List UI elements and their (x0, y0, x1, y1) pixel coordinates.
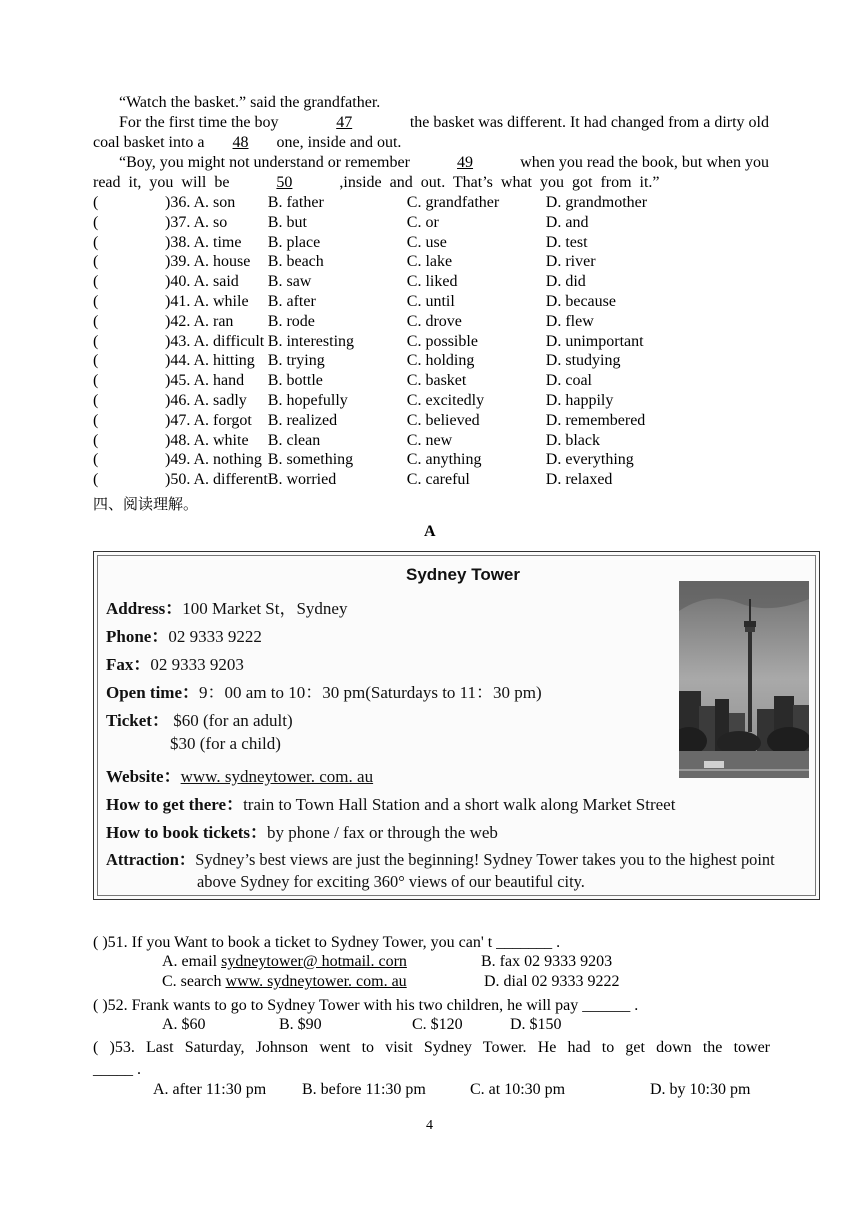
ad-label: Address： (106, 599, 183, 618)
passage-text: one, inside and out. (276, 134, 402, 151)
option-b[interactable]: B. father (267, 194, 324, 211)
answer-paren: ( (93, 391, 99, 409)
option-c[interactable]: C. liked (406, 273, 458, 291)
option-b[interactable]: B. bottle (267, 372, 323, 390)
cloze-options-table (93, 193, 686, 490)
cloze-question-row (93, 312, 686, 332)
ad-value: Sydney’s best views are just the beginning! Sydney Tower takes you to the highest point (195, 850, 775, 869)
answer-paren: ( (93, 372, 99, 390)
option-d[interactable]: D. and (545, 213, 589, 231)
ad-value: by phone / fax or through the web (267, 823, 498, 842)
ad-fax (106, 650, 244, 675)
question-53: ( )53. Last Saturday, Johnson went to visit Sydney Tower. He had to get down the tower (93, 1039, 770, 1056)
ad-title: Sydney Tower (406, 565, 520, 584)
passage-text: For the first time the boy (119, 114, 279, 131)
cloze-question-row (93, 292, 686, 312)
question-number-option-a[interactable]: )39. A. house (165, 253, 251, 271)
ad-address (106, 594, 347, 619)
option-c[interactable]: C. holding (406, 352, 475, 370)
option-d[interactable]: D. because (545, 292, 616, 310)
ad-phone (106, 622, 262, 647)
option-c[interactable]: C. possible (406, 332, 478, 350)
sydney-tower-ad (93, 551, 820, 900)
email-link[interactable]: sydneytower@ hotmail. corn (221, 953, 407, 970)
option-b[interactable]: B. but (267, 213, 307, 231)
option-b[interactable]: B. place (267, 233, 321, 251)
ad-value: 100 Market St，Sydney (182, 599, 348, 618)
q53-option-b[interactable]: B. before 11:30 pm (302, 1081, 426, 1098)
passage-text: when you read the book, but when you (520, 154, 769, 171)
passage-line-4 (119, 153, 769, 173)
question-number-option-a[interactable]: )40. A. said (165, 273, 239, 291)
answer-paren: ( (93, 411, 99, 429)
question-number-option-a[interactable]: )44. A. hitting (165, 352, 255, 370)
option-b[interactable]: B. interesting (267, 332, 355, 350)
answer-paren: ( (93, 352, 99, 370)
option-c[interactable]: C. lake (406, 253, 453, 271)
answer-paren: ( (93, 312, 99, 330)
ad-ticket (106, 706, 293, 731)
cloze-question-row (93, 411, 686, 431)
question-number-option-a[interactable]: )46. A. sadly (165, 391, 247, 409)
passage-text: read it, you will be (93, 174, 230, 191)
option-c[interactable]: C. use (406, 233, 447, 251)
option-d[interactable]: D. test (545, 233, 588, 251)
option-c[interactable]: C. grandfather (406, 194, 500, 211)
cloze-question-row (93, 193, 686, 213)
answer-paren: ( (93, 233, 99, 251)
option-d[interactable]: D. happily (545, 391, 614, 409)
cloze-question-row (93, 252, 686, 272)
answer-paren: ( (93, 471, 99, 489)
ad-open-time (106, 678, 542, 703)
q52-option-b[interactable]: B. $90 (279, 1016, 322, 1033)
cloze-question-row (93, 332, 686, 352)
option-b[interactable]: B. after (267, 292, 316, 310)
q53-option-d[interactable]: D. by 10:30 pm (650, 1081, 751, 1098)
passage-line-5 (93, 173, 769, 193)
answer-paren: ( (93, 194, 99, 211)
q51-option-c[interactable] (162, 973, 407, 991)
question-number-option-a[interactable]: )49. A. nothing (165, 451, 262, 469)
ad-value: 02 9333 9203 (150, 655, 244, 674)
ad-label: Attraction： (106, 850, 196, 869)
question-52: ( )52. Frank wants to go to Sydney Tower with his two children, he will pay ______ . (93, 997, 639, 1014)
q52-option-d[interactable]: D. $150 (510, 1016, 562, 1033)
option-d[interactable]: D. everything (545, 451, 634, 469)
q51-option-b[interactable]: B. fax 02 9333 9203 (481, 953, 613, 970)
ad-book-tickets (106, 818, 498, 843)
ad-website (106, 762, 373, 787)
option-b[interactable]: B. hopefully (267, 391, 348, 409)
question-number-option-a[interactable]: )41. A. while (165, 292, 249, 310)
option-text: A. email (162, 953, 222, 970)
question-number-option-a[interactable]: )43. A. difficult (165, 332, 265, 350)
question-number-option-a[interactable]: )36. A. son (165, 194, 236, 211)
blank-48: 48 (232, 134, 249, 151)
ad-value: 9：00 am to 10：30 pm(Saturdays to 11：30 pm) (199, 683, 542, 702)
cloze-question-row (93, 431, 686, 451)
q53-option-a[interactable]: A. after 11:30 pm (153, 1081, 267, 1098)
passage-letter: A (424, 523, 436, 540)
answer-paren: ( (93, 451, 99, 469)
q52-option-c[interactable]: C. $120 (412, 1016, 463, 1033)
option-d[interactable]: D. flew (545, 312, 594, 330)
cloze-question-row (93, 391, 686, 411)
passage-text: coal basket into a (93, 134, 205, 151)
option-d[interactable]: D. black (545, 431, 600, 449)
ad-value: 02 9333 9222 (168, 627, 262, 646)
ad-attraction-2: above Sydney for exciting 360° views of our beautiful city. (197, 872, 585, 891)
cloze-question-row (93, 470, 686, 490)
option-d[interactable]: D. river (545, 253, 596, 271)
ad-ticket-child: $30 (for a child) (170, 734, 281, 753)
q51-option-d[interactable]: D. dial 02 9333 9222 (484, 973, 620, 990)
question-number-option-a[interactable]: )50. A. different (165, 471, 268, 489)
option-b[interactable]: B. rode (267, 312, 315, 330)
website-link[interactable]: www. sydneytower. com. au (180, 767, 374, 786)
q52-option-a[interactable]: A. $60 (162, 1016, 206, 1033)
passage-line-2 (119, 113, 769, 133)
question-number-option-a[interactable]: )38. A. time (165, 233, 242, 251)
option-c[interactable]: C. excitedly (406, 391, 485, 409)
answer-paren: ( (93, 431, 99, 449)
ad-label: How to book tickets： (106, 823, 268, 842)
question-number-option-a[interactable]: )48. A. white (165, 431, 249, 449)
ad-get-there (106, 790, 675, 815)
option-b[interactable]: B. something (267, 451, 354, 469)
cloze-question-row (93, 233, 686, 253)
option-d[interactable]: D. grandmother (545, 194, 648, 211)
option-c[interactable]: C. careful (406, 471, 470, 489)
ad-label: Ticket： (106, 711, 169, 730)
option-b[interactable]: B. worried (267, 471, 337, 489)
cloze-question-row (93, 213, 686, 233)
passage-text: ,inside and out. That’s what you got from it.” (339, 174, 660, 191)
blank-50: 50 (276, 174, 293, 191)
answer-paren: ( (93, 292, 99, 310)
question-51: ( )51. If you Want to book a ticket to Sydney Tower, you can' t _______ . (93, 934, 561, 951)
option-c[interactable]: C. or (406, 213, 439, 231)
option-b[interactable]: B. realized (267, 411, 338, 429)
option-c[interactable]: C. anything (406, 451, 482, 469)
passage-text: the basket was different. It had changed from a dirty old (409, 114, 769, 131)
option-d[interactable]: D. coal (545, 372, 592, 390)
ad-value: train to Town Hall Station and a short walk along Market Street (243, 795, 676, 814)
option-d[interactable]: D. studying (545, 352, 621, 370)
passage-line-1: “Watch the basket.” said the grandfather. (119, 94, 381, 111)
website-link[interactable]: www. sydneytower. com. au (225, 973, 407, 990)
question-number-option-a[interactable]: )47. A. forgot (165, 411, 252, 429)
option-c[interactable]: C. drove (406, 312, 462, 330)
q51-option-a[interactable] (162, 953, 407, 971)
option-text: C. search (162, 973, 226, 990)
option-b[interactable]: B. clean (267, 431, 321, 449)
question-53-blank: _____ . (93, 1061, 141, 1078)
section-heading: 四、阅读理解。 (93, 495, 199, 513)
cloze-question-row (93, 351, 686, 371)
option-d[interactable]: D. did (545, 273, 586, 291)
option-d[interactable]: D. unimportant (545, 332, 644, 350)
ad-label: Open time： (106, 683, 200, 702)
option-c[interactable]: C. basket (406, 372, 467, 390)
passage-text: “Boy, you might not understand or remember (119, 154, 410, 171)
sydney-tower-photo (679, 581, 809, 778)
option-b[interactable]: B. saw (267, 273, 312, 291)
option-b[interactable]: B. beach (267, 253, 324, 271)
ad-label: Fax： (106, 655, 151, 674)
answer-paren: ( (93, 273, 99, 291)
option-d[interactable]: D. remembered (545, 411, 646, 429)
ad-value: $60 (for an adult) (173, 711, 293, 730)
cloze-question-row (93, 371, 686, 391)
option-c[interactable]: C. until (406, 292, 455, 310)
page-number: 4 (426, 1118, 433, 1133)
answer-paren: ( (93, 213, 99, 231)
answer-paren: ( (93, 253, 99, 271)
question-number-option-a[interactable]: )42. A. ran (165, 312, 234, 330)
ad-label: How to get there： (106, 795, 244, 814)
option-c[interactable]: C. new (406, 431, 453, 449)
option-c[interactable]: C. believed (406, 411, 480, 429)
cloze-question-row (93, 272, 686, 292)
ad-attraction (106, 846, 775, 870)
blank-47: 47 (336, 114, 353, 131)
cloze-question-row (93, 450, 686, 470)
option-d[interactable]: D. relaxed (545, 471, 613, 489)
ad-label: Website： (106, 767, 181, 786)
answer-paren: ( (93, 332, 99, 350)
passage-line-3 (93, 133, 769, 153)
blank-49: 49 (457, 154, 474, 171)
question-number-option-a[interactable]: )37. A. so (165, 213, 228, 231)
ad-label: Phone： (106, 627, 169, 646)
q53-option-c[interactable]: C. at 10:30 pm (470, 1081, 566, 1098)
question-number-option-a[interactable]: )45. A. hand (165, 372, 245, 390)
option-b[interactable]: B. trying (267, 352, 325, 370)
